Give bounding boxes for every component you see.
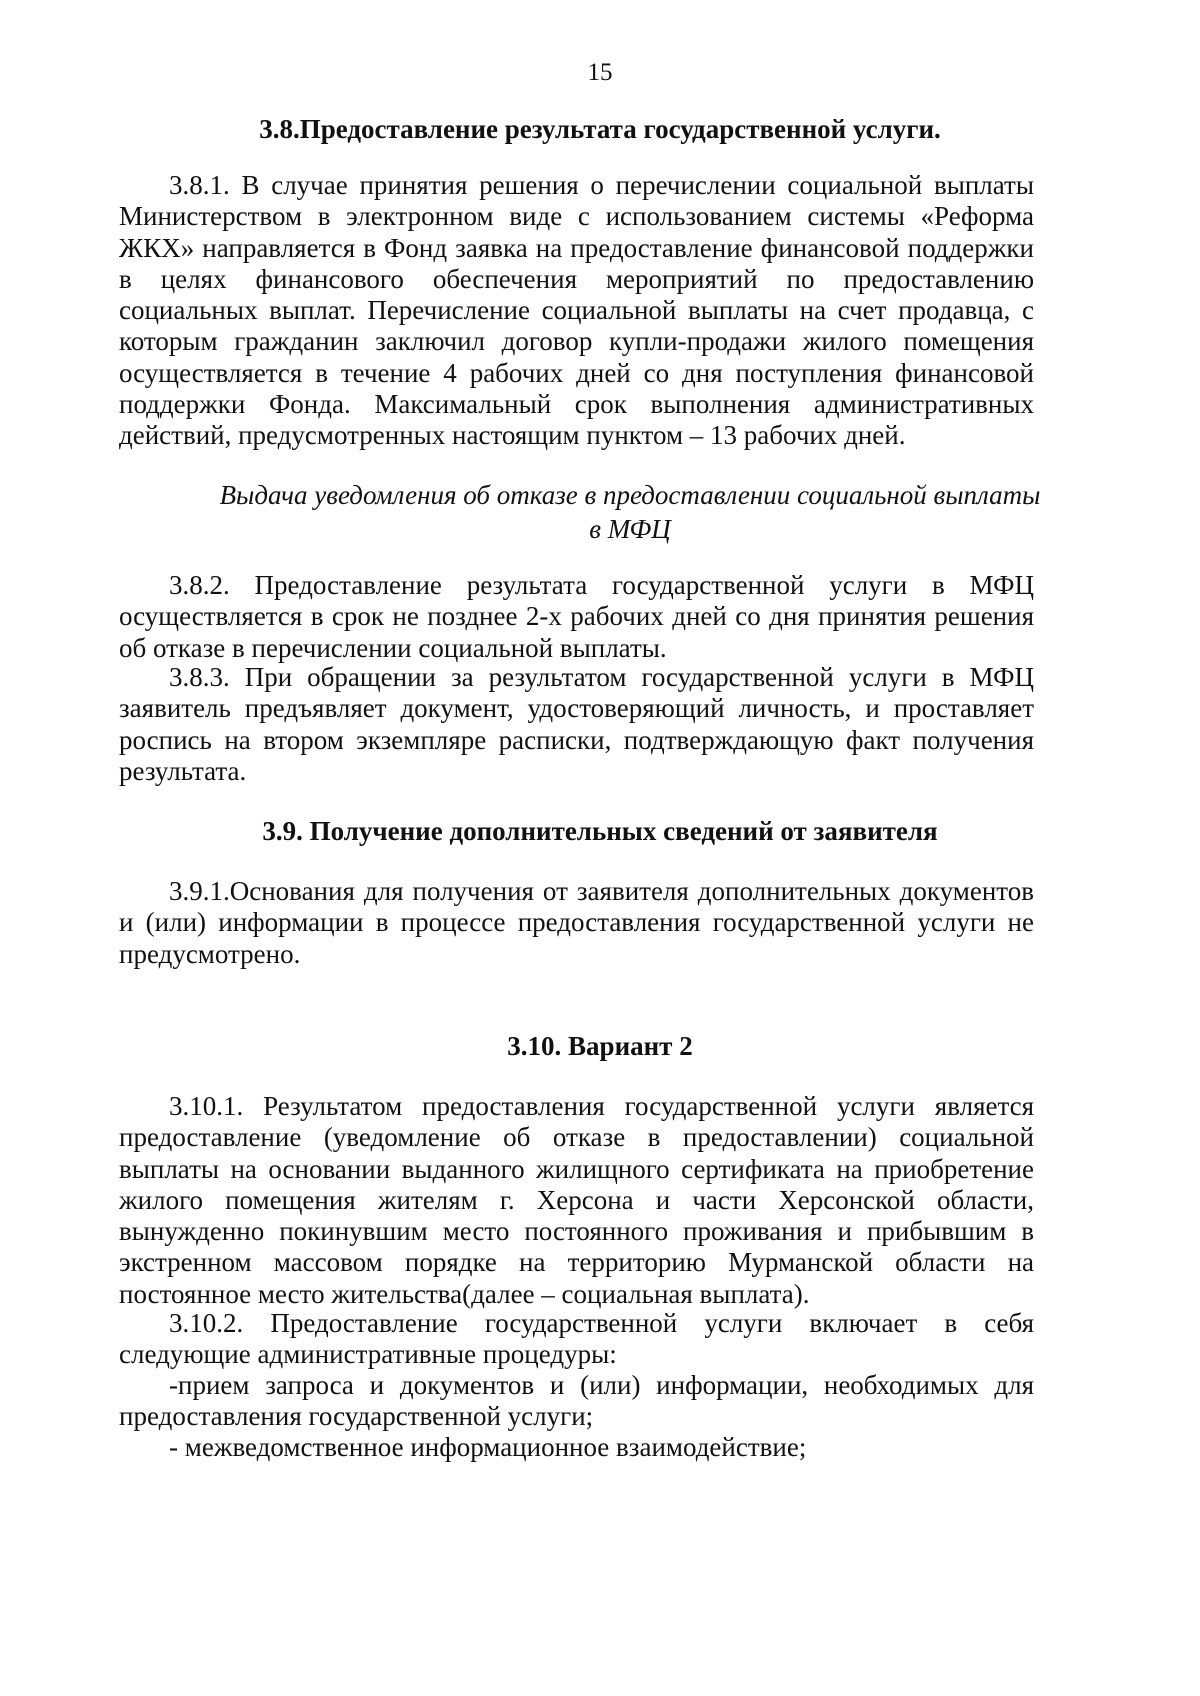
paragraph-3-8-2: 3.8.2. Предоставление результата государственной услуги в МФЦ осуществляется в срок не позднее 2-х рабочих дней со дня принятия решения об отказе в перечислении социальной выплаты. [119, 570, 1034, 663]
paragraph-3-8-1: 3.8.1. В случае принятия решения о перечислении социальной выплаты Министерством в электронном виде с использованием системы «Реформа ЖКХ» направляется в Фонд заявка на предоставление финансовой поддержки в целях финансового обеспечения мероприятий по предоставлению социальных выплат. Перечисление социальной выплаты на счет продавца, с которым гражданин заключил договор купли-продажи жилого помещения осуществляется в течение 4 рабочих дней со дня поступления финансовой поддержки Фонда. Максимальный срок выполнения административных действий, предусмотренных настоящим пунктом – 13 рабочих дней. [119, 170, 1034, 451]
paragraph-3-9-1: 3.9.1.Основания для получения от заявителя дополнительных документов и (или) информации в процессе предоставления государственной услуги не предусмотрено. [119, 876, 1034, 969]
paragraph-3-10-1: 3.10.1. Результатом предоставления государственной услуги является предоставление (уведомление об отказе в предоставлении) социальной выплаты на основании выданного жилищного сертификата на приобретение жилого помещения жителям г. Херсона и части Херсонской области, вынужденно покинувшим место постоянного проживания и прибывшим в экстренном массовом порядке на территорию Мурманской области на постоянное место жительства(далее – социальная выплата). [119, 1091, 1034, 1309]
subheading-line-1: Выдача уведомления об отказе в предоставлении социальной выплаты [219, 480, 1041, 510]
page-number: 15 [587, 59, 613, 86]
paragraph-3-10-2: 3.10.2. Предоставление государственной услуги включает в себя следующие административные процедуры: [119, 1308, 1034, 1370]
section-3-8-heading: 3.8.Предоставление результата государственной услуги. [259, 114, 941, 144]
subheading-line-2: в МФЦ [589, 514, 671, 544]
paragraph-3-8-3: 3.8.3. При обращении за результатом государственной услуги в МФЦ заявитель предъявляет документ, удостоверяющий личность, и проставляет роспись на втором экземпляре расписки, подтверждающую факт получения результата. [119, 662, 1034, 786]
section-3-10-heading: 3.10. Вариант 2 [507, 1031, 693, 1061]
list-item-interagency: - межведомственное информационное взаимодействие; [169, 1432, 807, 1462]
list-item-reception: -прием запроса и документов и (или) информации, необходимых для предоставления государственной услуги; [119, 1370, 1034, 1432]
section-3-9-heading: 3.9. Получение дополнительных сведений от заявителя [262, 816, 938, 846]
subheading-refusal-notice [200, 478, 1060, 546]
